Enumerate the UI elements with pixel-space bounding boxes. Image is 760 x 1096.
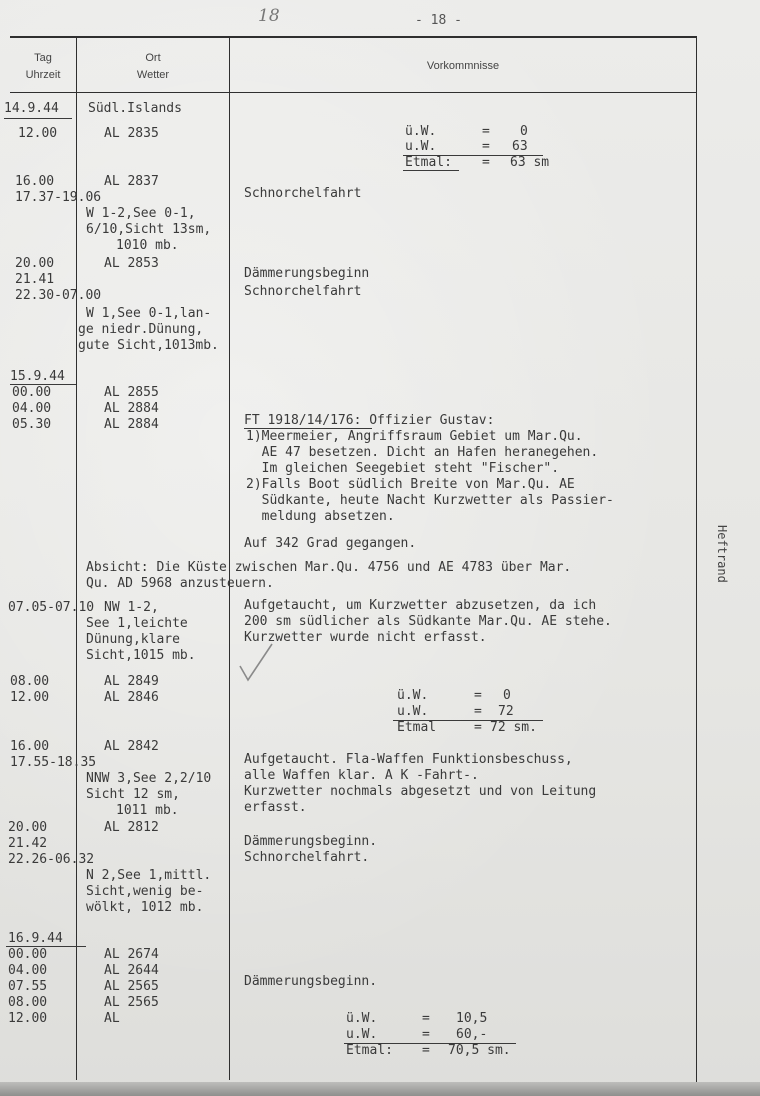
date-cell: 15.9.44 — [10, 369, 65, 384]
time-cell: 21.42 — [8, 836, 48, 851]
etmal-value: 0 — [503, 688, 511, 703]
event-text: Schnorchelfahrt — [244, 186, 362, 201]
event-text: Aufgetaucht. Fla-Waffen Funktionsbeschuss, — [244, 752, 573, 767]
time-cell: 12.00 — [8, 1011, 48, 1026]
event-text: Schnorchelfahrt. — [244, 850, 370, 865]
etmal-value: 72 sm. — [490, 720, 537, 735]
weather-cell: N 2,See 1,mittl. — [86, 868, 212, 883]
location-cell: AL 2849 — [104, 674, 159, 689]
weather-cell: W 1,See 0-1,lan- — [86, 306, 212, 321]
etmal-label: u.W. — [397, 704, 429, 719]
location-cell: AL 2853 — [104, 256, 159, 271]
time-cell: 04.00 — [8, 963, 48, 978]
event-text: erfasst. — [244, 800, 307, 815]
location-cell: AL 2884 — [104, 401, 159, 416]
absicht-line: Absicht: Die Küste zwischen Mar.Qu. 4756 und AE 4783 über Mar. — [86, 560, 572, 575]
header-divider — [10, 92, 696, 93]
weather-cell: Sicht,wenig be- — [86, 884, 204, 899]
etmal-equals: = — [482, 124, 490, 139]
time-cell: 17.55-18.35 — [10, 755, 97, 770]
etmal-label: ü.W. — [405, 124, 437, 139]
typed-page-number: - 18 - — [415, 13, 462, 28]
column-rule-2 — [229, 37, 230, 1080]
time-cell: 20.00 — [15, 256, 55, 271]
column-header-tag — [12, 50, 74, 84]
weather-cell: 1010 mb. — [116, 238, 179, 253]
location-cell: AL — [104, 1011, 120, 1026]
event-text: 200 sm südlicher als Südkante Mar.Qu. AE stehe. — [244, 614, 612, 629]
column-header-vorkommnisse: Vorkommnisse — [426, 60, 500, 72]
etmal-equals: = — [474, 688, 482, 703]
header-wetter: Wetter — [136, 69, 170, 81]
weather-cell: See 1,leichte — [86, 616, 188, 631]
margin-note-heftrand: Heftrand — [715, 525, 729, 583]
time-cell: 08.00 — [10, 674, 50, 689]
location-cell: AL 2565 — [104, 995, 159, 1010]
etmal-value: 63 sm — [510, 155, 550, 170]
etmal-equals: = — [474, 704, 482, 719]
date-cell: 14.9.44 — [4, 101, 59, 116]
pencil-check-mark — [236, 640, 276, 686]
etmal-label: u.W. — [405, 139, 437, 154]
weather-cell: Sicht,1015 mb. — [86, 648, 196, 663]
header-uhrzeit: Uhrzeit — [25, 69, 61, 81]
time-cell: 12.00 — [10, 690, 50, 705]
location-cell: AL 2674 — [104, 947, 159, 962]
handwritten-page-number: 18 — [258, 6, 280, 26]
time-cell: 08.00 — [8, 995, 48, 1010]
weather-cell: 1011 mb. — [116, 803, 179, 818]
time-cell: 21.41 — [15, 272, 55, 287]
etmal-value: 10,5 — [456, 1011, 488, 1026]
radio-message-line: 2)Falls Boot südlich Breite von Mar.Qu. AE — [246, 477, 575, 492]
etmal-underline — [403, 170, 459, 171]
etmal-label: ü.W. — [397, 688, 429, 703]
event-text: alle Waffen klar. A K -Fahrt-. — [244, 768, 479, 783]
event-text: Dämmerungsbeginn. — [244, 834, 378, 849]
weather-cell: NNW 3,See 2,2/10 — [86, 771, 212, 786]
location-cell: Südl.Islands — [88, 101, 182, 116]
time-cell: 22.26-06.32 — [8, 852, 95, 867]
weather-cell: 6/10,Sicht 13sm, — [86, 222, 212, 237]
weather-cell: ge niedr.Dünung, — [78, 322, 204, 337]
etmal-equals: = — [482, 155, 490, 170]
etmal-label: Etmal — [397, 720, 437, 735]
time-cell: 12.00 — [18, 126, 58, 141]
event-text: Aufgetaucht, um Kurzwetter abzusetzen, da ich — [244, 598, 597, 613]
etmal-value: 0 — [520, 124, 528, 139]
weather-cell: NW 1-2, — [104, 600, 159, 615]
time-cell: 05.30 — [12, 417, 52, 432]
etmal-value: 60,- — [456, 1027, 488, 1042]
date-cell: 16.9.44 — [8, 931, 63, 946]
header-tag: Tag — [34, 52, 52, 64]
location-cell: AL 2565 — [104, 979, 159, 994]
etmal-equals: = — [474, 720, 482, 735]
weather-cell: wölkt, 1012 mb. — [86, 900, 204, 915]
event-text: Auf 342 Grad gegangen. — [244, 536, 417, 551]
etmal-value: 72 — [498, 704, 514, 719]
event-text: Dämmerungsbeginn — [244, 266, 370, 281]
weather-cell: Sicht 12 sm, — [86, 787, 180, 802]
time-cell: 07.05-07.10 — [8, 600, 95, 615]
weather-cell: W 1-2,See 0-1, — [86, 206, 196, 221]
location-cell: AL 2842 — [104, 739, 159, 754]
location-cell: AL 2846 — [104, 690, 159, 705]
etmal-label: Etmal: — [405, 155, 452, 170]
page-bottom-shadow — [0, 1082, 760, 1096]
weather-cell: Dünung,klare — [86, 632, 180, 647]
radio-message-header: FT 1918/14/176: Offizier Gustav: — [244, 413, 495, 428]
time-cell: 20.00 — [8, 820, 48, 835]
location-cell: AL 2837 — [104, 174, 159, 189]
weather-cell: gute Sicht,1013mb. — [78, 338, 219, 353]
location-cell: AL 2644 — [104, 963, 159, 978]
etmal-equals: = — [482, 139, 490, 154]
event-text: Schnorchelfahrt — [244, 284, 362, 299]
event-text: Kurzwetter nochmals abgesetzt und von Leitung — [244, 784, 597, 799]
event-text: Dämmerungsbeginn. — [244, 974, 378, 989]
time-cell: 04.00 — [12, 401, 52, 416]
etmal-equals: = — [422, 1011, 430, 1026]
etmal-label: u.W. — [346, 1027, 378, 1042]
time-cell: 22.30-07.00 — [15, 288, 102, 303]
time-cell: 16.00 — [15, 174, 55, 189]
time-cell: 16.00 — [10, 739, 50, 754]
column-header-ort — [80, 50, 226, 84]
radio-message-line: AE 47 besetzen. Dicht an Hafen heranegehen. — [246, 445, 599, 460]
radio-message-line: meldung absetzen. — [246, 509, 395, 524]
location-cell: AL 2812 — [104, 820, 159, 835]
absicht-line: Qu. AD 5968 anzusteuern. — [86, 576, 274, 591]
location-cell: AL 2884 — [104, 417, 159, 432]
etmal-label: ü.W. — [346, 1011, 378, 1026]
date-underline — [4, 118, 72, 119]
etmal-equals: = — [422, 1043, 430, 1058]
time-cell: 17.37-19.06 — [15, 190, 102, 205]
radio-message-line: Südkante, heute Nacht Kurzwetter als Passier- — [246, 493, 614, 508]
time-cell: 00.00 — [12, 385, 52, 400]
etmal-equals: = — [422, 1027, 430, 1042]
header-ort: Ort — [145, 52, 161, 64]
location-cell: AL 2855 — [104, 385, 159, 400]
etmal-value: 70,5 sm. — [448, 1043, 511, 1058]
time-cell: 07.55 — [8, 979, 48, 994]
table-top-border — [10, 36, 696, 38]
right-border — [696, 36, 697, 1082]
radio-message-line: 1)Meermeier, Angriffsraum Gebiet um Mar.Qu. — [246, 429, 583, 444]
time-cell: 00.00 — [8, 947, 48, 962]
radio-message-line: Im gleichen Seegebiet steht "Fischer". — [246, 461, 560, 476]
location-cell: AL 2835 — [104, 126, 159, 141]
etmal-value: 63 — [512, 139, 528, 154]
event-text: Kurzwetter wurde nicht erfasst. — [244, 630, 487, 645]
etmal-label: Etmal: — [346, 1043, 393, 1058]
